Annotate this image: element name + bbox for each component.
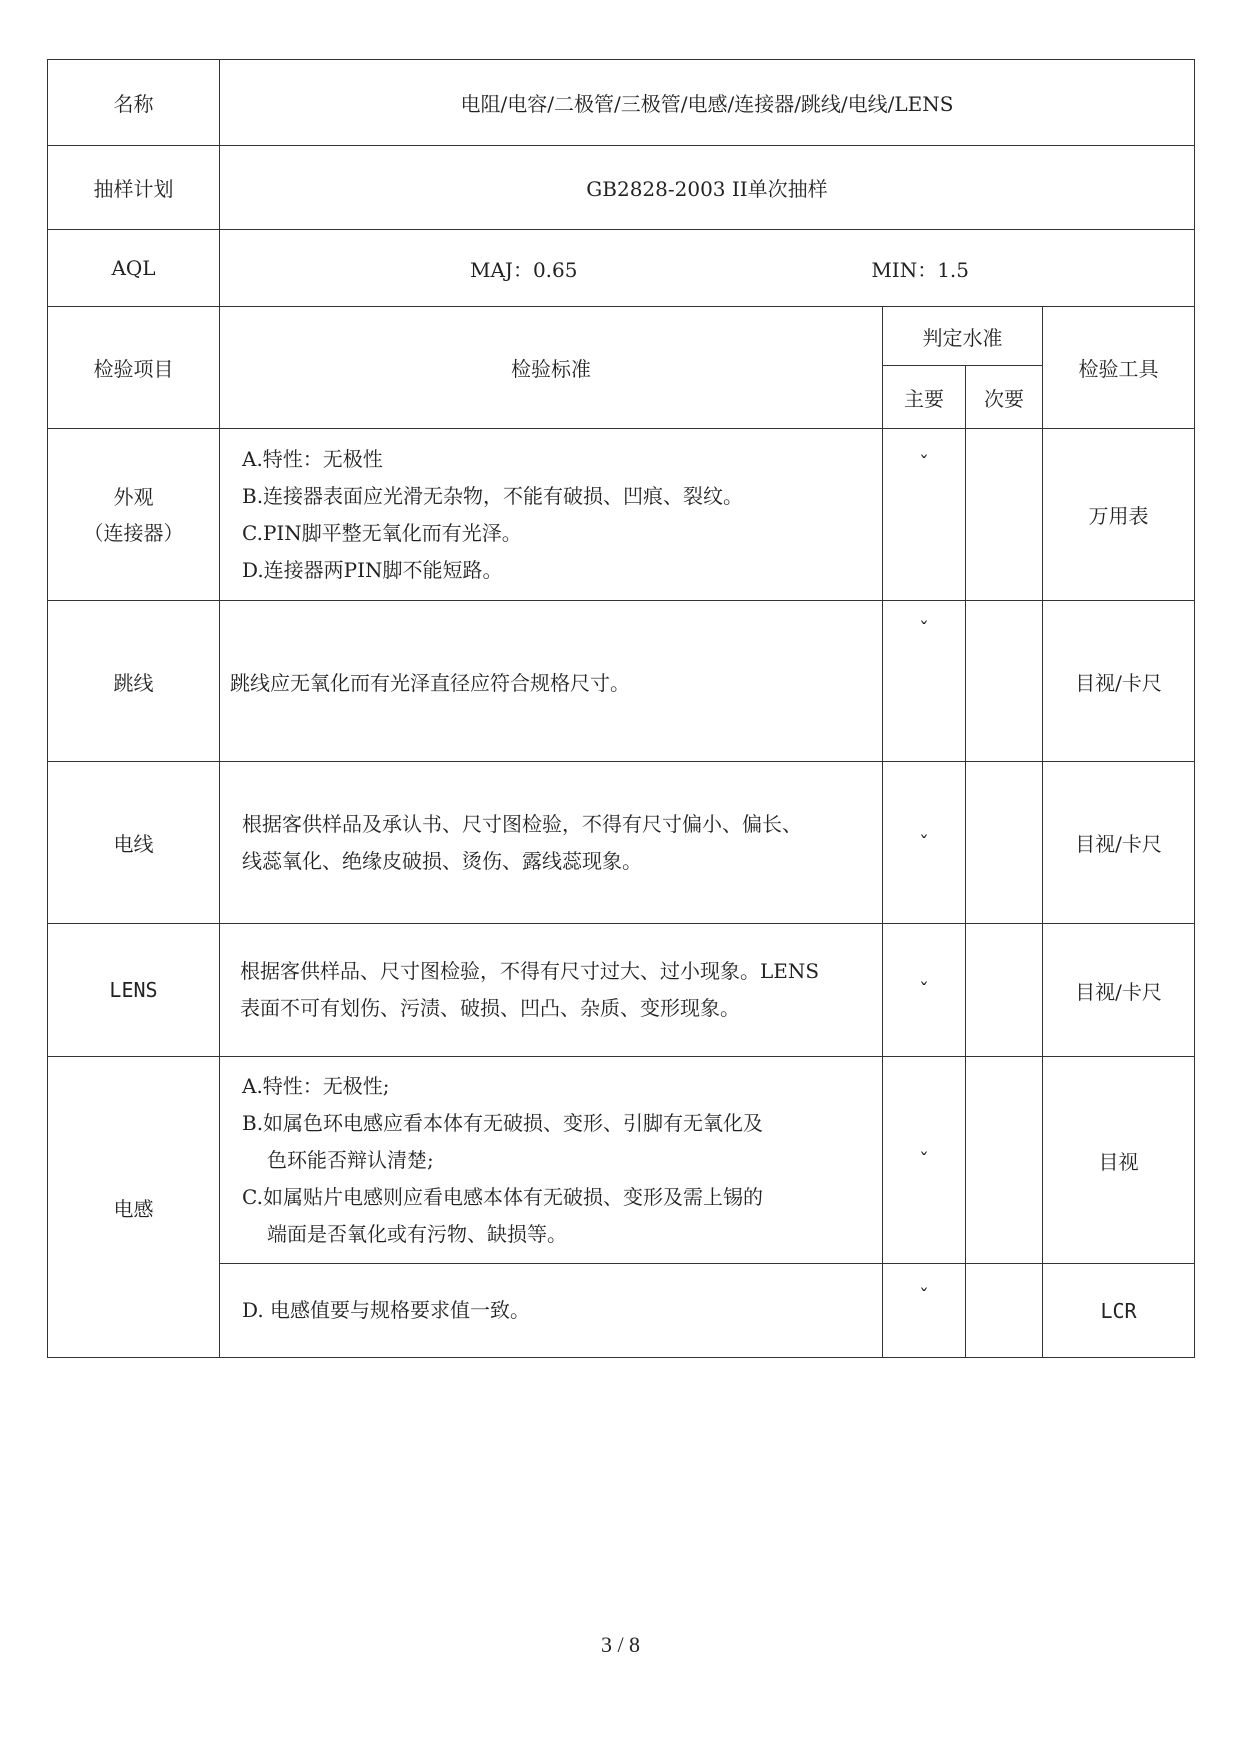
minor-check bbox=[966, 1264, 1043, 1358]
standard-line: 跳线应无氧化而有光泽直径应符合规格尺寸。 bbox=[230, 670, 630, 695]
standard-cell bbox=[220, 429, 883, 601]
standard-line: 根据客供样品及承认书、尺寸图检验，不得有尺寸偏小、偏长、 bbox=[242, 811, 802, 836]
minor-check bbox=[966, 429, 1043, 601]
standard-cell bbox=[220, 601, 883, 762]
minor-check bbox=[966, 601, 1043, 762]
standard-line: D. 电感值要与规格要求值一致。 bbox=[242, 1298, 531, 1322]
aql-maj: MAJ：0.65 bbox=[470, 257, 578, 282]
col-judgement: 判定水准 bbox=[883, 307, 1043, 366]
col-item: 检验项目 bbox=[48, 307, 220, 429]
standard-line: B.连接器表面应光滑无杂物，不能有破损、凹痕、裂纹。 bbox=[242, 483, 744, 508]
standard-line: 表面不可有划伤、污渍、破损、凹凸、杂质、变形现象。 bbox=[240, 996, 740, 1020]
standard-line: A.特性：无极性; bbox=[242, 1073, 390, 1098]
aql-min: MIN：1.5 bbox=[871, 257, 969, 282]
name-label: 名称 bbox=[48, 60, 220, 146]
col-tool: 检验工具 bbox=[1043, 307, 1195, 429]
item-label: 跳线 bbox=[48, 601, 220, 762]
standard-line: 色环能否辩认清楚; bbox=[267, 1147, 434, 1172]
major-check: ˇ bbox=[883, 762, 966, 924]
name-value: 电阻/电容/二极管/三极管/电感/连接器/跳线/电线/LENS bbox=[220, 60, 1195, 146]
aql-row bbox=[48, 230, 1195, 307]
tool-cell: 目视/卡尺 bbox=[1043, 762, 1195, 924]
minor-check bbox=[966, 762, 1043, 924]
table-row bbox=[48, 1057, 1195, 1264]
standard-cell bbox=[220, 1057, 883, 1264]
tool-cell: LCR bbox=[1043, 1264, 1195, 1358]
minor-check bbox=[966, 924, 1043, 1057]
major-check: ˇ bbox=[883, 429, 966, 601]
major-check: ˇ bbox=[883, 924, 966, 1057]
aql-values bbox=[220, 230, 1195, 307]
aql-label: AQL bbox=[48, 230, 220, 307]
item-sublabel: （连接器） bbox=[83, 520, 184, 545]
item-label: 外观 bbox=[113, 484, 154, 509]
major-check: ˇ bbox=[883, 601, 966, 762]
standard-line: A.特性：无极性 bbox=[242, 446, 383, 471]
col-major: 主要 bbox=[883, 366, 966, 429]
sampling-value: GB2828-2003 II单次抽样 bbox=[220, 146, 1195, 230]
table-row bbox=[48, 429, 1195, 601]
standard-line: D.连接器两PIN脚不能短路。 bbox=[242, 557, 503, 582]
tool-cell: 万用表 bbox=[1043, 429, 1195, 601]
item-cell bbox=[48, 429, 220, 601]
col-standard: 检验标准 bbox=[220, 307, 883, 429]
standard-line: 线蕊氧化、绝缘皮破损、烫伤、露线蕊现象。 bbox=[242, 848, 642, 873]
tool-cell: 目视/卡尺 bbox=[1043, 601, 1195, 762]
major-check: ˇ bbox=[883, 1057, 966, 1264]
standard-cell bbox=[220, 1264, 883, 1358]
minor-check bbox=[966, 1057, 1043, 1264]
major-check: ˇ bbox=[883, 1264, 966, 1358]
page-number: 3 / 8 bbox=[600, 1632, 641, 1657]
sampling-label: 抽样计划 bbox=[48, 146, 220, 230]
tool-cell: 目视 bbox=[1043, 1057, 1195, 1264]
item-label: LENS bbox=[48, 924, 220, 1057]
col-minor: 次要 bbox=[966, 366, 1043, 429]
table-row bbox=[48, 601, 1195, 762]
item-label: 电线 bbox=[48, 762, 220, 924]
standard-cell bbox=[220, 924, 883, 1057]
inspection-spec-table bbox=[47, 59, 1195, 1358]
item-label: 电感 bbox=[48, 1057, 220, 1358]
name-row bbox=[48, 60, 1195, 146]
standard-line: 端面是否氧化或有污物、缺损等。 bbox=[267, 1221, 567, 1246]
standard-line: C.PIN脚平整无氧化而有光泽。 bbox=[242, 520, 522, 545]
sampling-row bbox=[48, 146, 1195, 230]
table-row bbox=[48, 762, 1195, 924]
table-row bbox=[48, 924, 1195, 1057]
standard-line: C.如属贴片电感则应看电感本体有无破损、变形及需上锡的 bbox=[242, 1184, 763, 1209]
tool-cell: 目视/卡尺 bbox=[1043, 924, 1195, 1057]
table-row bbox=[48, 1264, 1195, 1358]
standard-line: B.如属色环电感应看本体有无破损、变形、引脚有无氧化及 bbox=[242, 1110, 764, 1135]
column-header-row bbox=[48, 307, 1195, 366]
standard-line: 根据客供样品、尺寸图检验，不得有尺寸过大、过小现象。LENS bbox=[240, 959, 820, 983]
standard-cell bbox=[220, 762, 883, 924]
